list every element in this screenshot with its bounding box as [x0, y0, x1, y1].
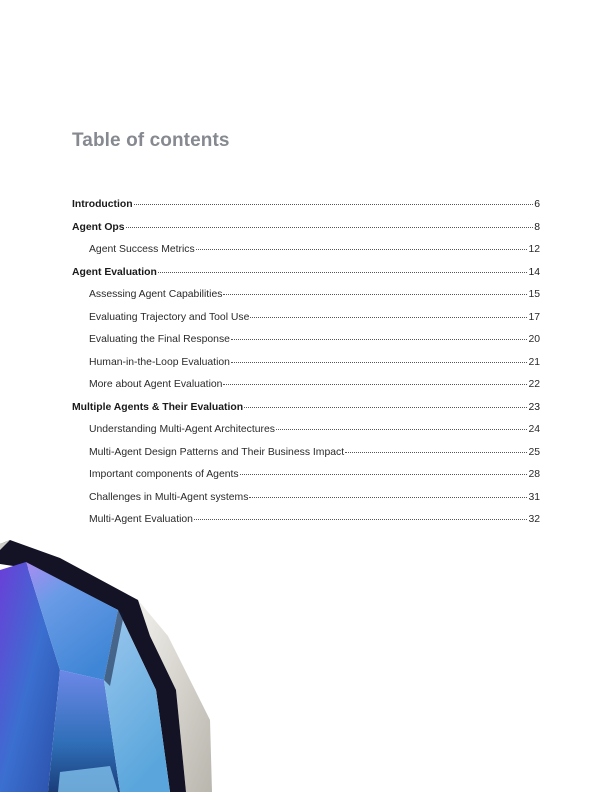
toc-entry-page-number: 25 [528, 446, 540, 458]
toc-entry-label: Multi-Agent Evaluation [89, 514, 193, 525]
toc-entry-page-number: 17 [528, 311, 540, 323]
toc-entry-page-number: 28 [528, 469, 540, 480]
dot-leader [250, 317, 527, 318]
toc-entry[interactable] [72, 355, 540, 378]
dot-leader [126, 227, 534, 228]
dot-leader [223, 384, 527, 385]
toc-entry[interactable] [72, 422, 540, 445]
toc-entry[interactable] [72, 242, 540, 265]
dot-leader [244, 407, 527, 408]
toc-entry-page-number: 12 [528, 244, 540, 255]
toc-entry[interactable] [72, 377, 540, 400]
toc-entry-page-number: 31 [528, 491, 540, 503]
toc-entry[interactable] [72, 220, 540, 243]
toc-entry[interactable] [72, 265, 540, 288]
dot-leader [231, 362, 528, 363]
dot-leader [345, 452, 527, 453]
toc-entry-page-number: 20 [528, 334, 540, 345]
toc-entry[interactable] [72, 512, 540, 535]
toc-entry-label: Multi-Agent Design Patterns and Their Business Impact [89, 446, 345, 458]
toc-entry-label: Important components of Agents [89, 469, 239, 480]
toc-entry[interactable] [72, 400, 540, 423]
toc-entry-label: Understanding Multi-Agent Architectures [89, 424, 275, 435]
dot-leader [223, 294, 527, 295]
toc-entry[interactable] [72, 287, 540, 310]
toc-entry-label: Agent Ops [72, 221, 125, 233]
toc-entry-label: Assessing Agent Capabilities [89, 289, 223, 300]
toc-entry-page-number: 21 [528, 356, 540, 368]
page-title: Table of contents [72, 130, 230, 151]
toc-entry-page-number: 23 [528, 401, 540, 413]
dot-leader [231, 339, 527, 340]
dot-leader [158, 272, 528, 273]
toc-entry[interactable] [72, 467, 540, 490]
dot-leader [196, 249, 528, 250]
dot-leader [134, 204, 534, 205]
toc-entry-label: Agent Success Metrics [89, 244, 195, 255]
toc-entry[interactable] [72, 490, 540, 513]
toc-entry-label: Evaluating Trajectory and Tool Use [89, 311, 250, 323]
toc-entry-label: Human-in-the-Loop Evaluation [89, 356, 230, 368]
dot-leader [240, 474, 528, 475]
toc-entry-label: Evaluating the Final Response [89, 334, 230, 345]
dot-leader [249, 497, 527, 498]
toc-entry[interactable] [72, 445, 540, 468]
toc-entry-label: More about Agent Evaluation [89, 379, 223, 390]
toc-list [72, 197, 540, 535]
toc-entry-page-number: 24 [528, 424, 540, 435]
toc-entry-page-number: 32 [528, 514, 540, 525]
toc-entry-page-number: 14 [528, 266, 540, 278]
toc-entry-label: Introduction [72, 199, 133, 210]
toc-entry-page-number: 22 [528, 379, 540, 390]
toc-entry[interactable] [72, 332, 540, 355]
toc-entry-page-number: 6 [534, 199, 540, 210]
toc-entry-page-number: 8 [534, 221, 540, 233]
toc-entry[interactable] [72, 197, 540, 220]
crystal-gem-illustration [0, 540, 220, 792]
toc-entry-page-number: 15 [528, 289, 540, 300]
toc-entry[interactable] [72, 310, 540, 333]
toc-entry-label: Multiple Agents & Their Evaluation [72, 401, 244, 413]
toc-entry-label: Agent Evaluation [72, 266, 157, 278]
toc-entry-label: Challenges in Multi-Agent systems [89, 491, 249, 503]
dot-leader [276, 429, 527, 430]
dot-leader [194, 519, 527, 520]
